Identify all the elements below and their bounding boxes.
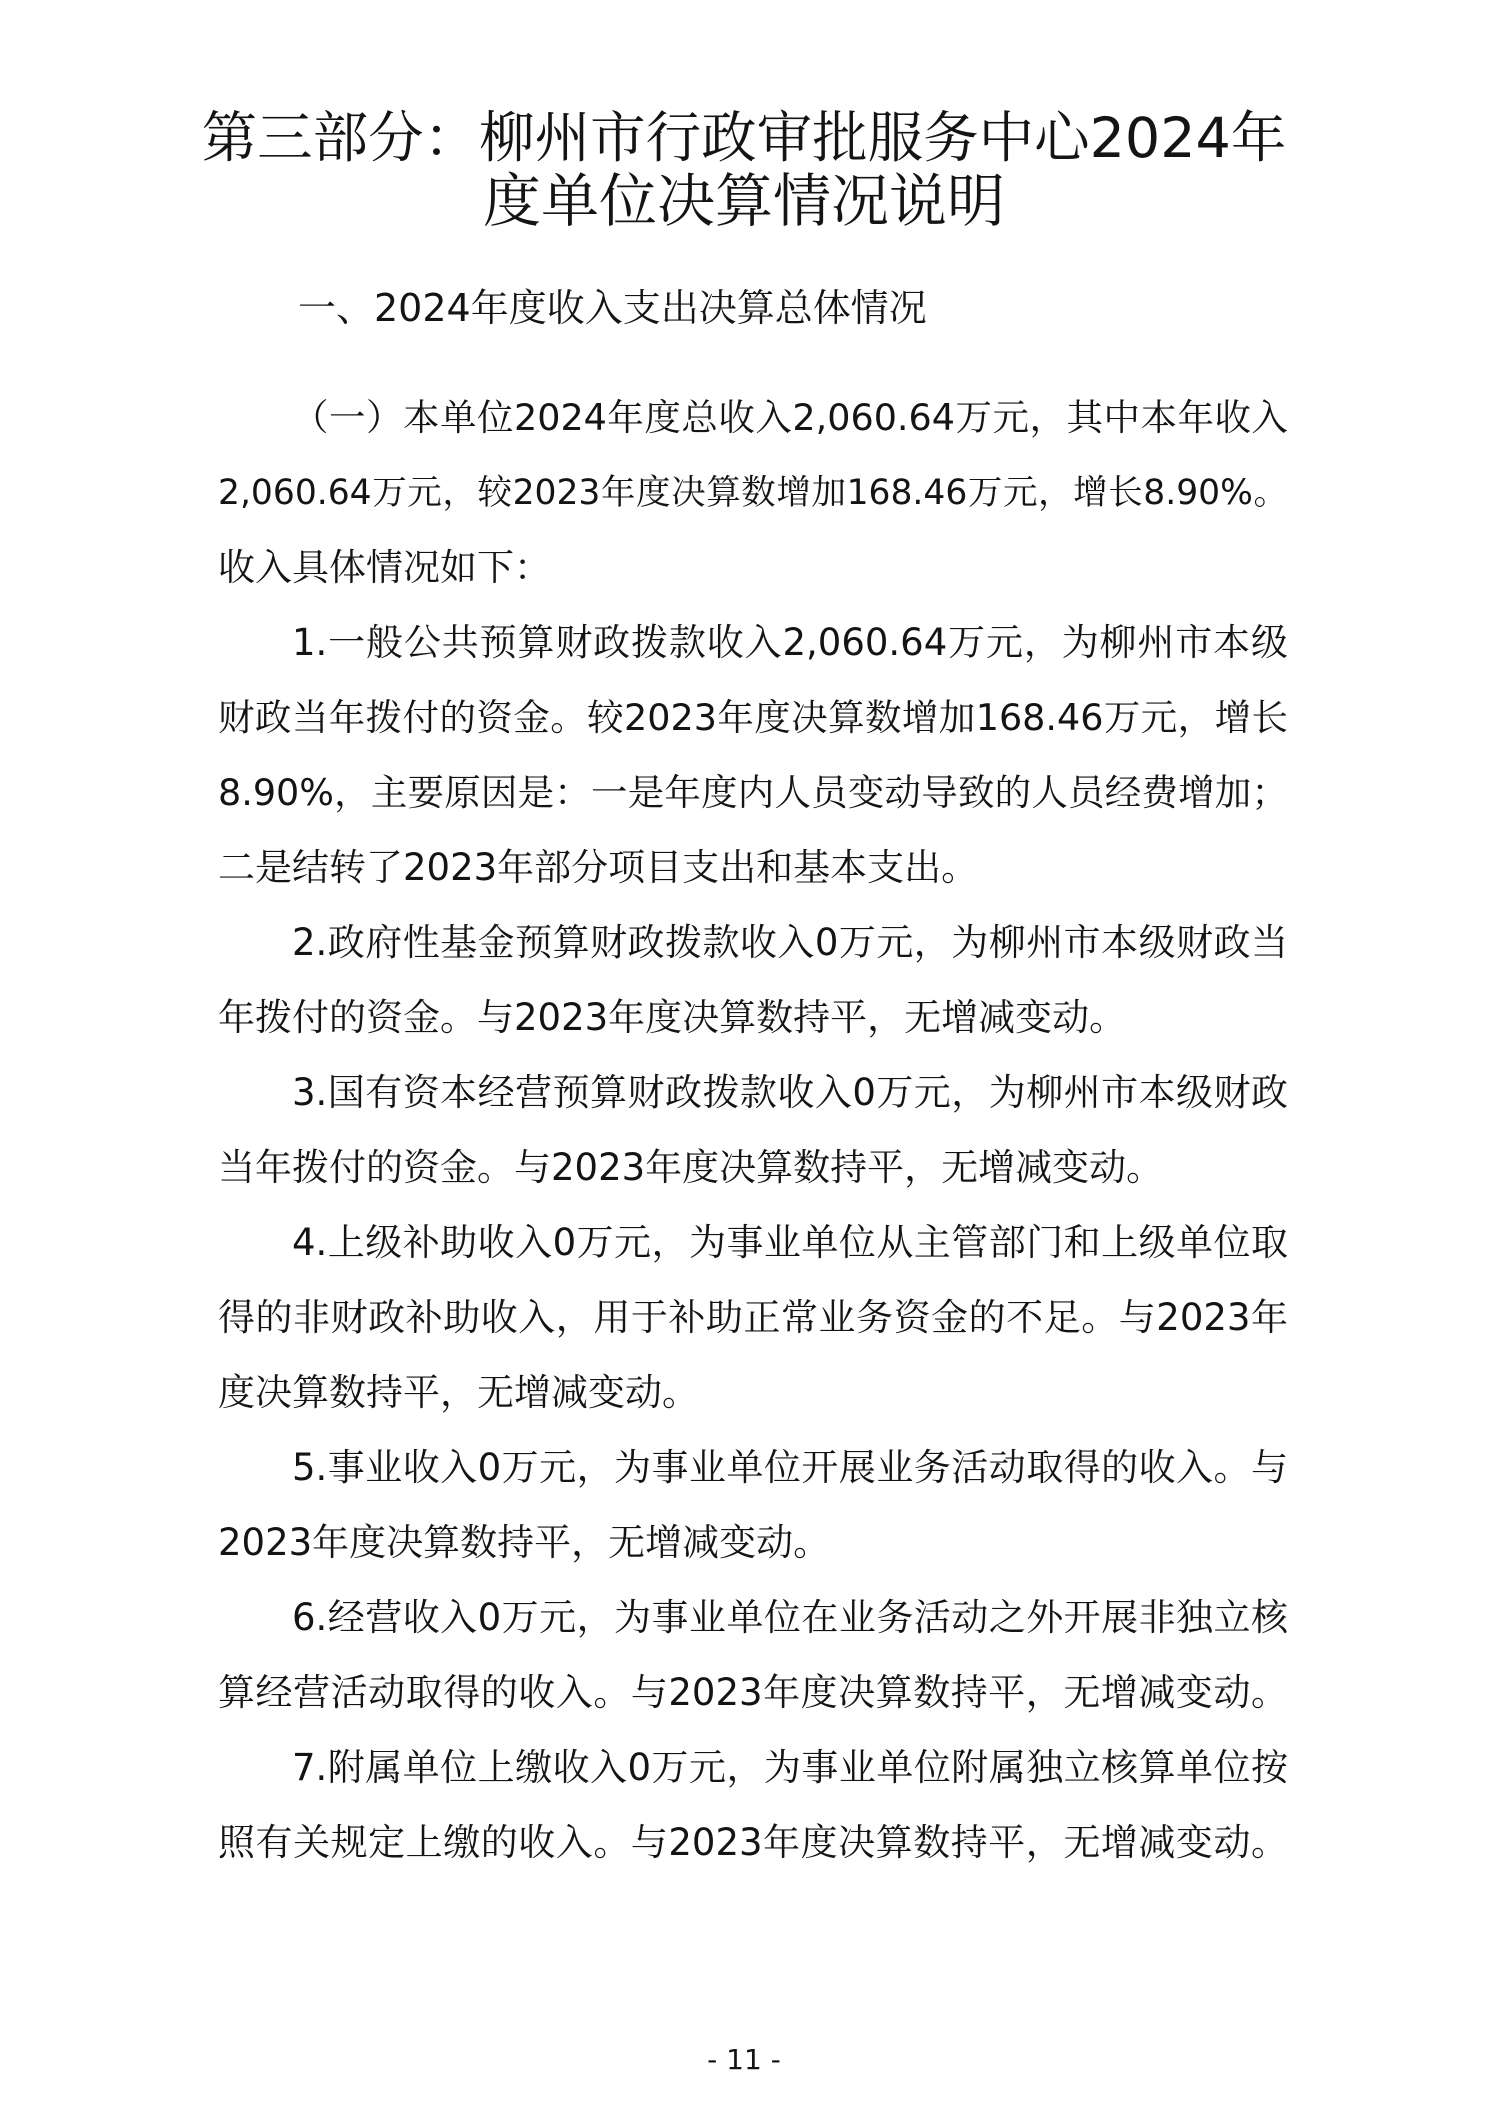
paragraph-line: 得的非财政补助收入，用于补助正常业务资金的不足。与2023年 (218, 1296, 1288, 1339)
paragraph-line: 收入具体情况如下： (218, 546, 551, 589)
paragraph-line: 2023年度决算数持平，无增减变动。 (218, 1521, 831, 1564)
paragraph-line: 2.政府性基金预算财政拨款收入0万元，为柳州市本级财政当 (292, 921, 1288, 964)
page-number: - 11 - (707, 2043, 781, 2076)
paragraph-line: 7.附属单位上缴收入0万元，为事业单位附属独立核算单位按 (292, 1746, 1288, 1789)
paragraph-line: 年拨付的资金。与2023年度决算数持平，无增减变动。 (218, 996, 1127, 1039)
paragraph-line: 1.一般公共预算财政拨款收入2,060.64万元，为柳州市本级 (292, 621, 1288, 664)
paragraph-line: 2,060.64万元，较2023年度决算数增加168.46万元，增长8.90%。 (218, 473, 1288, 513)
paragraph-line: 度决算数持平，无增减变动。 (218, 1371, 699, 1414)
paragraph-line: 财政当年拨付的资金。较2023年度决算数增加168.46万元，增长 (218, 696, 1288, 739)
paragraph-line: 二是结转了2023年部分项目支出和基本支出。 (218, 846, 979, 889)
paragraph-line: 3.国有资本经营预算财政拨款收入0万元，为柳州市本级财政 (292, 1071, 1288, 1114)
paragraph-line: 照有关规定上缴的收入。与2023年度决算数持平，无增减变动。 (218, 1821, 1288, 1864)
paragraph-line: 当年拨付的资金。与2023年度决算数持平，无增减变动。 (218, 1146, 1164, 1189)
page-title-line-2: 度单位决算情况说明 (482, 167, 1005, 235)
paragraph-line: 5.事业收入0万元，为事业单位开展业务活动取得的收入。与 (292, 1446, 1288, 1489)
paragraph-line: 6.经营收入0万元，为事业单位在业务活动之外开展非独立核 (292, 1596, 1288, 1639)
page-title-line-1: 第三部分：柳州市行政审批服务中心2024年 (201, 106, 1287, 171)
paragraph-line: 8.90%，主要原因是：一是年度内人员变动导致的人员经费增加； (218, 771, 1288, 814)
paragraph-line: 算经营活动取得的收入。与2023年度决算数持平，无增减变动。 (218, 1671, 1288, 1714)
section-heading: 一、2024年度收入支出决算总体情况 (298, 286, 927, 330)
paragraph-line: （一）本单位2024年度总收入2,060.64万元，其中本年收入 (292, 396, 1288, 439)
paragraph-line: 4.上级补助收入0万元，为事业单位从主管部门和上级单位取 (292, 1221, 1288, 1264)
